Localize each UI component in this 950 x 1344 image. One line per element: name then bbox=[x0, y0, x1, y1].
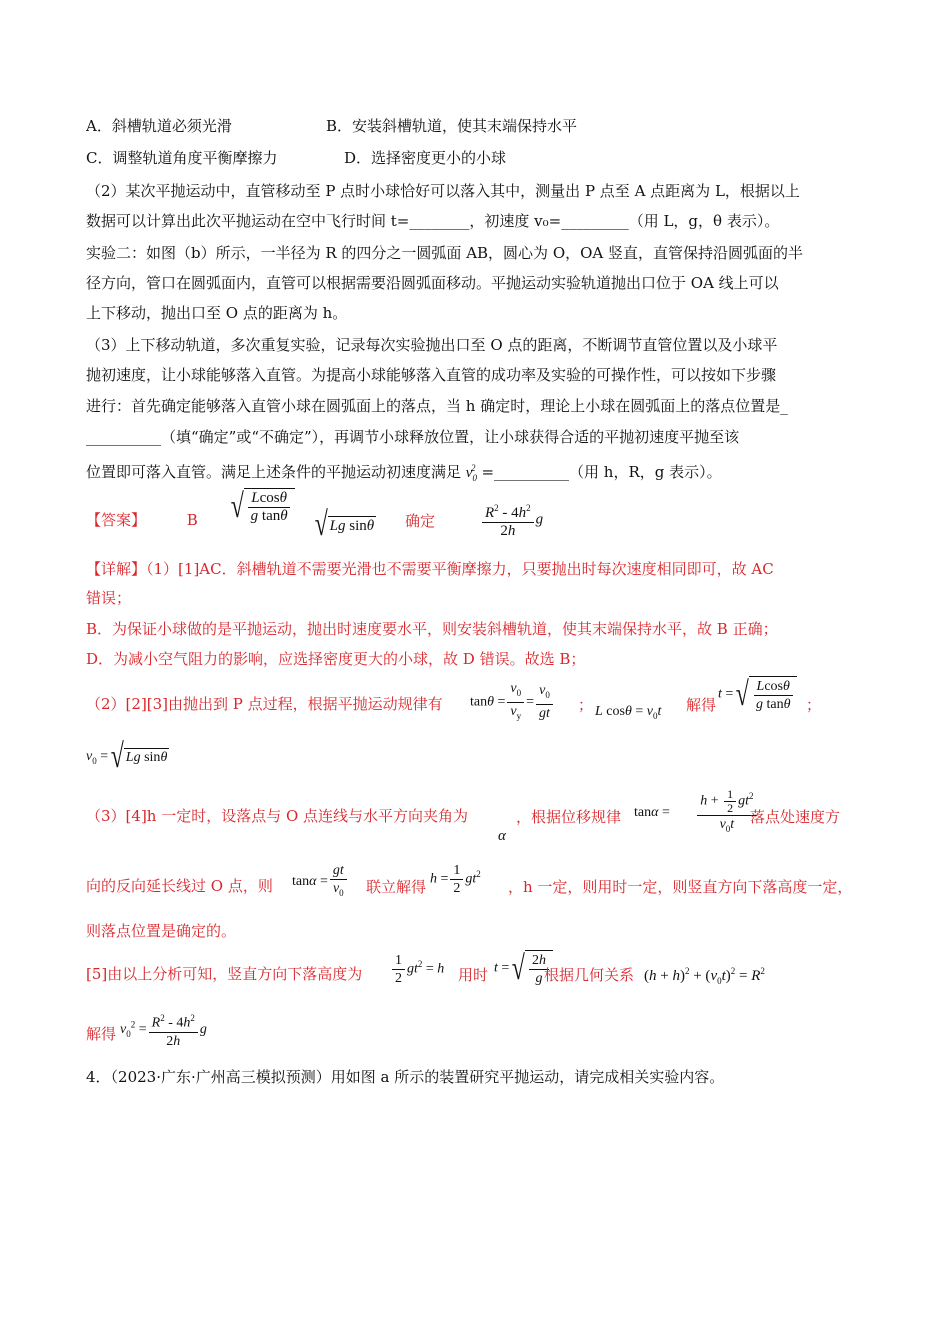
option-a: A．斜槽轨道必须光滑 bbox=[86, 117, 232, 135]
time-label: 用时 bbox=[458, 966, 489, 984]
q2-line-1: （2）某次平抛运动中，直管移动至 P 点时小球恰好可以落入其中，测量出 P 点至 A 点距离为 L，根据以上 bbox=[86, 182, 800, 200]
question-4: 4．（2023·广东·广州高三模拟预测）用如图 a 所示的装置研究平抛运动，请完成相关实验内容。 bbox=[86, 1068, 725, 1086]
detail-line-11: 解得 bbox=[86, 1025, 117, 1043]
detail-line-5: （2）[2][3]由抛出到 P 点过程，根据平抛运动规律有 bbox=[86, 695, 443, 713]
v0-formula: $v_0$ = √ Lg sinθ bbox=[86, 738, 168, 775]
tan-alpha-gt-formula: tanα = $\frac{gt}{v_0}$ bbox=[292, 862, 349, 902]
answer-4: 确定 bbox=[405, 512, 436, 530]
answer-5-formula: $\frac{R^2 - 4h^2}{2h}$ g bbox=[480, 500, 543, 540]
q3-line-2: 抛初速度，让小球能够落入直管。为提高小球能够落入直管的成功率及实验的可操作性，可以按如下步骤 bbox=[86, 366, 777, 384]
option-b: B．安装斜槽轨道，使其末端保持水平 bbox=[326, 117, 578, 135]
tan-theta-formula: tanθ = $\frac{v_0}{v_y}$ = $\frac{v_0}{gt}$ bbox=[470, 680, 555, 725]
exp2-line-1: 实验二：如图（b）所示，一半径为 R 的四分之一圆弧面 AB，圆心为 O，OA 竖直，直管保持沿圆弧面的半 bbox=[86, 244, 804, 262]
q3-line-3: 进行：首先确定能够落入直管小球在圆弧面上的落点，当 h 确定时，理论上小球在圆弧面上的落点位置是_ bbox=[86, 397, 788, 415]
q2-line-2: 数据可以计算出此次平抛运动在空中飞行时间 t=________，初速度 v₀=_________（用 L，g，θ 表示）。 bbox=[86, 212, 780, 230]
h-formula: h = $\frac{1}{2}$ $gt^2$ bbox=[430, 863, 481, 896]
exp2-line-2: 径方向，管口在圆弧面内，直管可以根据需要沿圆弧面移动。平抛运动实验轨道抛出口位于 OA 线上可以 bbox=[86, 274, 779, 292]
answer-tag: 【答案】 bbox=[86, 511, 147, 529]
tan-alpha-formula: tanα = h + $\frac{1}{2}$ $gt^2$ $v_0t$ bbox=[634, 788, 784, 838]
disp-rule-label: ，根据位移规律 bbox=[516, 808, 622, 826]
detail-line-8: 向的反向延长线过 O 点，则 bbox=[86, 877, 273, 895]
detail-line-7-end: 落点处速度方 bbox=[750, 808, 841, 826]
detail-line-3: B．为保证小球做的是平抛运动，抛出时速度要水平，则安装斜槽轨道，使其末端保持水平，故 B 正确； bbox=[86, 620, 778, 638]
detail-line-10: [5]由以上分析可知，竖直方向下落高度为 bbox=[86, 965, 363, 983]
q3-line-4: __________（填“确定”或“不确定”），再调节小球释放位置，让小球获得合适的平抛初速度平抛至该 bbox=[86, 428, 740, 446]
detail-line-1: 【详解】（1）[1]AC．斜槽轨道不需要光滑也不需要平衡摩擦力，只要抛出时每次速度相同即可，故 AC bbox=[86, 560, 774, 578]
t-formula: t = √ $\frac{Lcos\theta}{\text{g tanθ}}$ bbox=[718, 676, 797, 713]
sep-1: ； bbox=[578, 696, 594, 714]
joint-solve-label: 联立解得 bbox=[366, 878, 427, 896]
detail-line-9: 则落点位置是确定的。 bbox=[86, 922, 237, 940]
option-c: C．调整轨道角度平衡摩擦力 bbox=[86, 149, 278, 167]
v0-squared: $v_0^2$ bbox=[465, 463, 477, 483]
geometry-label: 根据几何关系 bbox=[544, 966, 635, 984]
detail-line-8-end: ，h 一定，则用时一定，则竖直方向下落高度一定， bbox=[508, 878, 853, 896]
solve-label-1: 解得 bbox=[686, 696, 717, 714]
sep-2: ； bbox=[806, 696, 822, 714]
detail-line-7: （3）[4]h 一定时，设落点与 O 点连线与水平方向夹角为 bbox=[86, 807, 469, 825]
detail-line-4: D．为减小空气阻力的影响，应选择密度更大的小球，故 D 错误。故选 B； bbox=[86, 650, 586, 668]
answer-1: B bbox=[186, 511, 198, 529]
option-d: D．选择密度更小的小球 bbox=[344, 149, 507, 167]
detail-line-2: 错误； bbox=[86, 589, 132, 607]
q3-line-1: （3）上下移动轨道，多次重复实验，记录每次实验抛出口至 O 点的距离，不断调节直管位置以及小球平 bbox=[86, 336, 778, 354]
answer-2-formula: √ $\frac{Lcos\theta}{\text{g tanθ}}$ bbox=[228, 488, 295, 525]
geometry-formula: $(h + h)^2 + (v_0t)^2 = R^2$ bbox=[644, 966, 765, 986]
answer-3-formula: √ Lg sinθ bbox=[314, 506, 375, 543]
final-v0-formula: $v_0^2$ = $\frac{R^2 - 4h^2}{2h}$ g bbox=[120, 1010, 207, 1050]
q3-line-5: 位置即可落入直管。满足上述条件的平抛运动初速度满足 $v_0^2$ =__________（用 h，R，g 表示）。 bbox=[86, 463, 722, 483]
lcos-formula: L $\cos\theta = v_0t$ bbox=[595, 704, 662, 721]
alpha-symbol: α bbox=[498, 828, 506, 844]
half-gt2-formula: $\frac{1}{2}$ $gt^2 = h$ bbox=[390, 952, 444, 987]
answer-line bbox=[86, 498, 198, 542]
exp2-line-3: 上下移动，抛出口至 O 点的距离为 h。 bbox=[86, 304, 348, 322]
t-sqrt-formula: t = √ $\frac{2h}{g}$ bbox=[494, 950, 553, 987]
